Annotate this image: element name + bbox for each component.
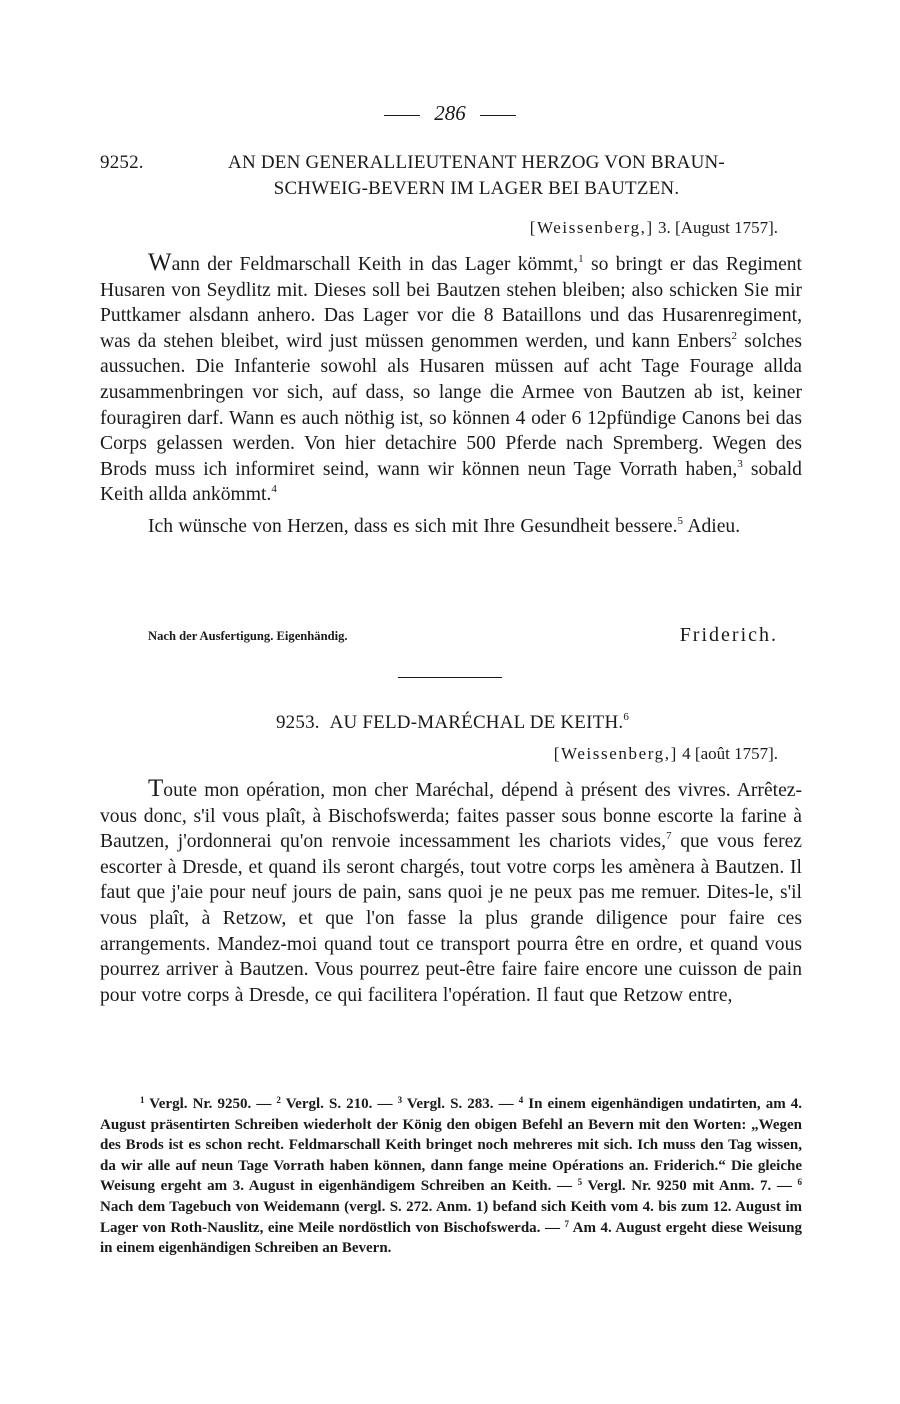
body-text: sobald Keith allda ankömmt. — [100, 458, 802, 506]
letter-number: 9253. — [275, 712, 320, 733]
footnote-ref: 1 — [578, 253, 584, 265]
letter-place: [Weissenberg,] — [529, 218, 654, 237]
letter-dateline — [530, 218, 778, 238]
footnote-text: In einem eigenhändigen undatirten, am 4. August präsentirten Schreiben wiederholt der König den obigen Befehl an Bevern mit den Worten: „Wegen des Brods ist es schon recht. Feldmarschall Keith bringet noch mehreres mit sich. Ich muss den Tag wissen, da wir alle auf neun Tage Vorrath haben können, dann fange meine Opérations an. Friderich.“ Die gleiche Weisung ergeht am 3. August in eigenhändigem Schreiben an Keith. — — [100, 1096, 803, 1195]
header-dash-left — [384, 115, 420, 116]
body-paragraph — [100, 514, 802, 540]
footnote-text: Nach dem Tagebuch von Weidemann (vergl. S. 272. Anm. 1) befand sich Keith vom 4. bis zum 12. August im Lager von Roth-Nauslitz, eine Meile nordöstlich von Bischofswerda. — — [100, 1198, 802, 1236]
body-paragraph — [100, 249, 803, 508]
separator-rule — [398, 677, 502, 678]
footnote-number: 3 — [397, 1095, 403, 1105]
footnote-ref: 5 — [677, 514, 684, 527]
letter-body — [100, 249, 803, 540]
initial-letter: T — [148, 775, 164, 802]
letter-dateline — [554, 744, 778, 764]
letter-title-line2: SCHWEIG-BEVERN IM LAGER BEI BAUTZEN. — [273, 178, 680, 199]
footnote-ref: 6 — [623, 711, 630, 723]
footnote-text: Am 4. August ergeht diese Weisung in einem eigenhändigen Schreiben an Bevern. — [100, 1219, 802, 1257]
body-text: so bringt er das Regiment Husaren von Seydlitz mit. Dieses soll bei Bautzen stehen bleiben; also schicken Sie mir Puttkamer alsdann anhero. Das Lager vor die 8 Bataillons und das Husarenregiment, was da stehen bleibet, wird just müssen genommen werden, und kann Enbers — [100, 254, 803, 352]
source-note: Nach der Ausfertigung. Eigenhändig. — [148, 629, 348, 643]
footnote-ref: 4 — [271, 483, 277, 496]
body-text: Ich wünsche von Herzen, dass es sich mit Ihre Gesundheit bessere. — [148, 515, 678, 537]
footnote-block — [100, 1094, 802, 1259]
letter-heading-line — [100, 710, 805, 736]
letter-date: 3. [August 1757]. — [658, 218, 778, 237]
page-number: 286 — [434, 101, 466, 125]
letter-number: 9252. — [100, 152, 144, 173]
footnote-number: 5 — [577, 1177, 583, 1188]
footnote-ref: 3 — [737, 457, 743, 470]
footnote-number: 2 — [276, 1095, 281, 1105]
initial-letter: W — [148, 249, 172, 276]
footnote-number: 4 — [518, 1095, 524, 1105]
body-text: ann der Feldmarschall Keith in das Lager kömmt, — [171, 254, 579, 275]
footnotes — [100, 1094, 802, 1259]
footnote-number: 6 — [797, 1177, 802, 1188]
letter-title: AU FELD-MARÉCHAL DE KEITH. — [329, 712, 624, 733]
footnote-ref: 2 — [731, 329, 738, 342]
footnote-text: Vergl. S. 210. — — [280, 1096, 398, 1112]
letter-body — [100, 775, 802, 1008]
body-text: oute mon opération, mon cher Maréchal, dépend à présent des vivres. Arrêtez-vous donc, s'il vous plaît, à Bischofswerda; faites passer sous bonne escorte la farine à Bautzen, j'ordonnerai qu'on renvoie incessamment les chariots vides, — [100, 780, 802, 853]
footnote-number: 7 — [564, 1218, 569, 1229]
footnote-text: Vergl. Nr. 9250. — — [144, 1096, 277, 1112]
letter-date: 4 [août 1757]. — [682, 744, 778, 763]
footnote-text: Vergl. S. 283. — — [402, 1096, 519, 1112]
body-text: que vous ferez escorter à Dresde, et quand ils seront chargés, tout votre corps les amènera à Bautzen. Il faut que j'aie pour neuf jours de pain, sans quoi je ne peux pas me remuer. Dites-le, s'il vous plaît, à Retzow, et que l'on fasse la plus grande diligence pour faire ces arrangements. Mandez-moi quand tout ce transport pourra être en ordre, et quand vous pourrez arriver à Bautzen. Vous pourrez peut-être faire faire encore une cuisson de pain pour votre corps à Dresde, ce qui facilitera l'opération. Il faut que Retzow entre, — [100, 831, 802, 1006]
body-paragraph — [100, 775, 802, 1008]
body-text: Adieu. — [683, 515, 741, 537]
letter-title-line1: AN DEN GENERALLIEUTENANT HERZOG VON BRAUN- — [228, 152, 725, 173]
footnote-text: Vergl. Nr. 9250 mit Anm. 7. — — [582, 1178, 798, 1195]
page-header — [0, 101, 900, 126]
letter-heading — [100, 710, 805, 736]
signature: Friderich. — [679, 624, 778, 646]
footnote-ref: 7 — [666, 830, 672, 843]
letter-place: [Weissenberg,] — [553, 744, 678, 763]
header-dash-right — [480, 115, 516, 116]
letter-heading — [100, 150, 805, 202]
footnote-number: 1 — [140, 1095, 145, 1105]
body-text: solches aussuchen. Die Infanterie sowohl als Husaren müssen auf acht Tage Fourage allda zusammenbringen vor sich, auf dass, so lange die Armee von Bautzen ab ist, keiner fouragiren darf. Wann es auch nöthig ist, so können 4 oder 6 12pfündige Canons bei das Corps gelassen werden. Von hier detachire 500 Pferde nach Spremberg. Wegen des Brods muss ich informiret seind, wann wir können neun Tage Vorrath haben, — [100, 330, 802, 480]
